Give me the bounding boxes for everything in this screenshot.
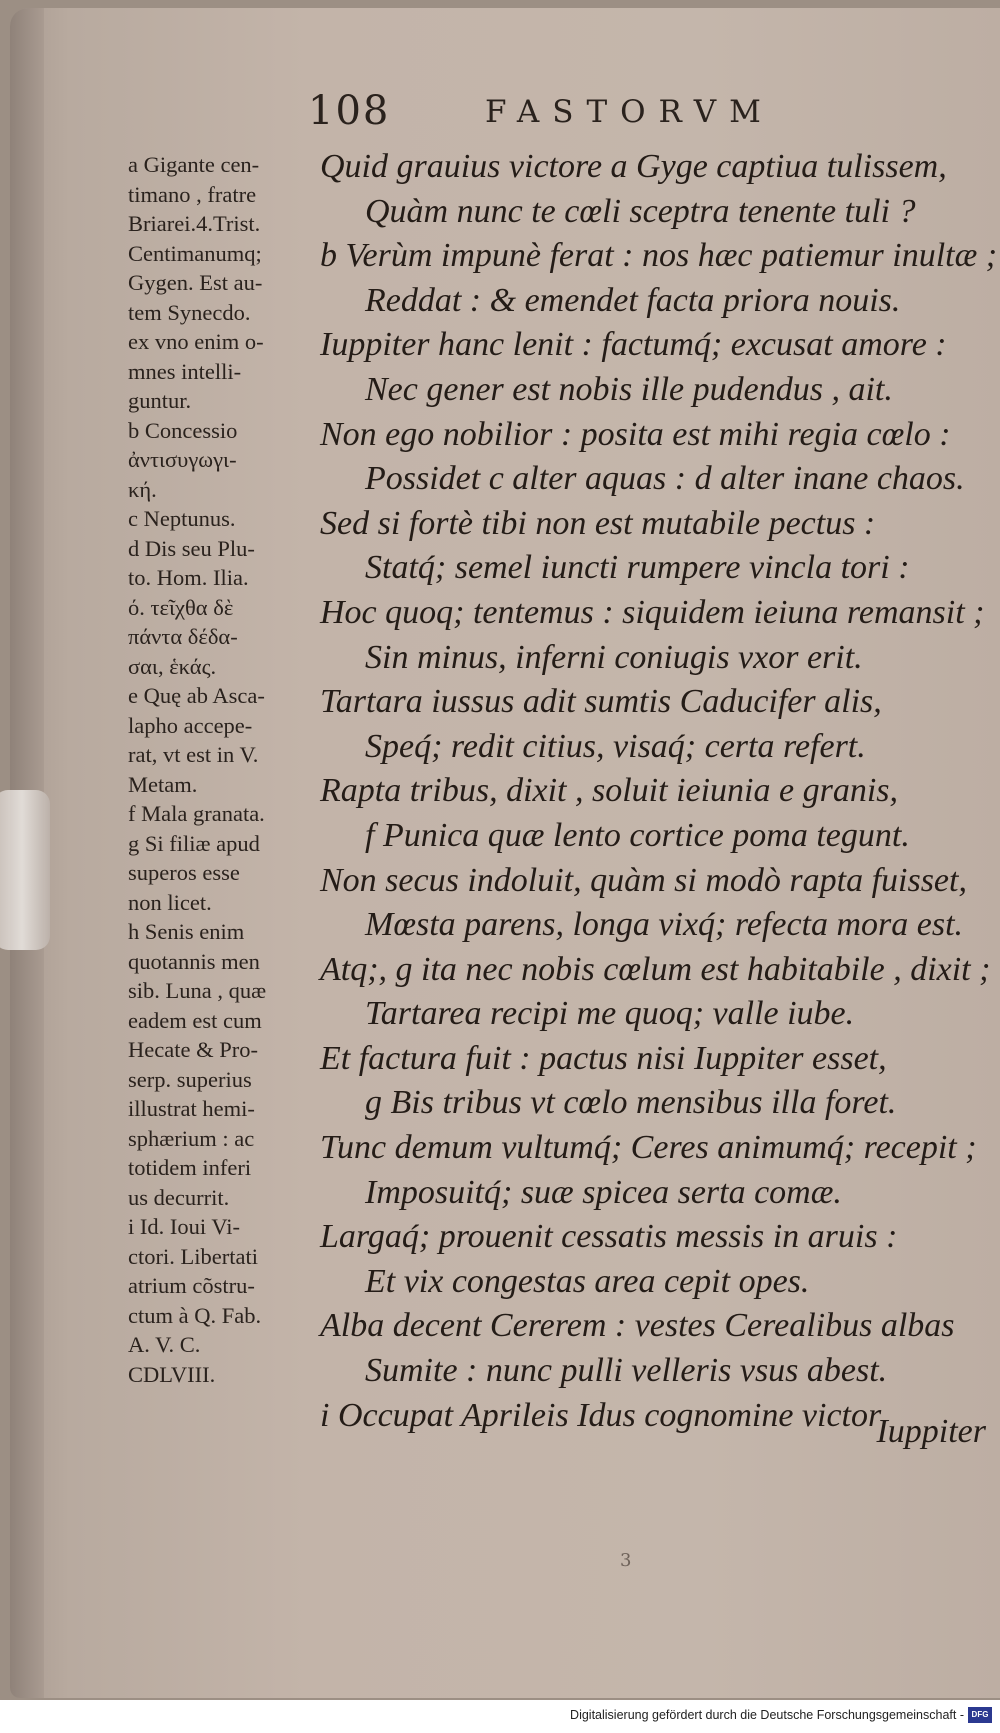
verse-line: Non secus indoluit, quàm si modò rapta fuisset, xyxy=(320,861,967,899)
marginal-note-line: timano , fratre xyxy=(128,181,257,207)
marginal-note-line: sib. Luna , quæ xyxy=(128,978,267,1003)
marginal-note-line: g Si filiæ apud xyxy=(128,830,260,856)
verse-line: Alba decent Cererem : vestes Cerealibus albas xyxy=(320,1307,955,1345)
page-clip xyxy=(0,790,50,950)
catchword: Iuppiter xyxy=(876,1413,986,1450)
verse-line: Nec gener est nobis ille pudendus , ait. xyxy=(365,370,893,408)
marginal-note-line: Gygen. Est au- xyxy=(128,270,263,295)
marginal-note-line: Briarei.4.Trist. xyxy=(128,211,261,236)
marginal-note-line: us decurrit. xyxy=(128,1184,230,1210)
marginal-note-line: sphærium : ac xyxy=(128,1125,255,1151)
marginal-note-line: eadem est cum xyxy=(128,1007,262,1033)
verse-line: Tartara iussus adit sumtis Caducifer alis, xyxy=(320,683,882,721)
verse-line: Sed si fortè tibi non est mutabile pectus : xyxy=(320,504,876,542)
marginal-note-line: ό. τεῖχθα δὲ xyxy=(128,594,234,620)
marginal-notes xyxy=(128,150,320,1389)
marginal-note-line: b Concessio xyxy=(128,417,238,443)
marginal-note-line: f Mala granata. xyxy=(128,801,265,826)
verse-line: Rapta tribus, dixit , soluit ieiunia e granis, xyxy=(320,772,898,810)
marginal-note-line: rat, vt est in V. xyxy=(128,742,259,767)
verse-line: Tartarea recipi me quoq; valle iube. xyxy=(365,995,855,1033)
digitization-footer xyxy=(0,1700,1000,1733)
marginal-note-line: h Senis enim xyxy=(128,919,245,944)
marginal-note-line: ex vno enim o- xyxy=(128,329,264,354)
verse-line: f Punica quæ lento cortice poma tegunt. xyxy=(365,816,910,854)
verse-line: Et factura fuit : pactus nisi Iuppiter esset, xyxy=(320,1039,887,1077)
verse-line: Sin minus, inferni coniugis vxor erit. xyxy=(365,638,863,676)
verse-line: Non ego nobilior : posita est mihi regia cœlo : xyxy=(320,415,951,453)
marginal-note-line: illustrat hemi- xyxy=(128,1096,255,1121)
marginal-note-line: i Id. Ioui Vi- xyxy=(128,1214,240,1239)
verse-line: Quid grauius victore a Gyge captiua tulissem, xyxy=(320,148,947,185)
verse-text xyxy=(320,145,998,1438)
verse-line: Hoc quoq; tentemus : siquidem ieiuna remansit ; xyxy=(320,593,985,631)
verse-line: Tunc demum vultumq́; Ceres animumq́; recepit ; xyxy=(320,1129,977,1167)
verse-line: b Verùm impunè ferat : nos hæc patiemur inultæ ; xyxy=(320,237,998,275)
running-title: FASTORVM xyxy=(485,94,774,130)
marginal-note-line: superos esse xyxy=(128,860,240,885)
verse-line: Et vix congestas area cepit opes. xyxy=(365,1262,810,1300)
marginal-note-line: guntur. xyxy=(128,388,192,413)
running-head xyxy=(0,88,1000,132)
marginal-note-line: lapho accepe- xyxy=(128,712,253,738)
marginal-note-line: c Neptunus. xyxy=(128,506,236,531)
marginal-note-line: A. V. C. xyxy=(128,1332,201,1357)
verse-line: Statq́; semel iuncti rumpere vincla tori : xyxy=(365,549,910,587)
marginal-note-line: e Quę ab Asca- xyxy=(128,683,265,708)
verse-line: Largaq́; prouenit cessatis messis in aruis : xyxy=(320,1218,898,1256)
marginal-note-line: Hecate & Pro- xyxy=(128,1037,258,1062)
marginal-note-line: non licet. xyxy=(128,889,212,915)
verse-line: Mœsta parens, longa vixq́; refecta mora est. xyxy=(365,906,964,944)
marginal-note-line: quotannis men xyxy=(128,948,260,974)
funding-credit: Digitalisierung gefördert durch die Deutsche Forschungsgemeinschaft - xyxy=(570,1708,964,1722)
marginal-note-line: Metam. xyxy=(128,771,198,797)
verse-line: Atq;, g ita nec nobis cœlum est habitabile , dixit ; xyxy=(320,950,991,988)
marginal-note-line: σαι, ἑκάς. xyxy=(128,653,217,679)
marginal-note-line: serp. superius xyxy=(128,1066,252,1092)
marginal-note-line: a Gigante cen- xyxy=(128,152,260,177)
marginal-note-line: πάντα δέδα- xyxy=(128,624,238,649)
marginal-note-line: tem Synecdo. xyxy=(128,299,251,325)
verse-line: Possidet c alter aquas : d alter inane chaos. xyxy=(365,460,965,498)
marginal-note-line: atrium cõstru- xyxy=(128,1273,255,1298)
marginal-note-line: to. Hom. Ilia. xyxy=(128,565,249,590)
marginal-note-line: mnes intelli- xyxy=(128,358,242,384)
verse-line: Imposuitq́; suæ spicea serta comæ. xyxy=(365,1173,842,1211)
verse-line: g Bis tribus vt cœlo mensibus illa foret. xyxy=(365,1084,897,1122)
marginal-note-line: ἀντισυγωγι- xyxy=(128,447,237,472)
marginal-note-line: Centimanumq; xyxy=(128,240,262,266)
verse-line: Speq́; redit citius, visaq́; certa refert. xyxy=(365,727,866,765)
marginal-note-line: totidem inferi xyxy=(128,1155,252,1180)
verse-line: Sumite : nunc pulli velleris vsus abest. xyxy=(365,1352,888,1390)
marginal-note-line: ctori. Libertati xyxy=(128,1243,258,1269)
verse-line: i Occupat Aprileis Idus cognomine victor xyxy=(320,1396,882,1434)
verse-line: Iuppiter hanc lenit : factumq́; excusat amore : xyxy=(320,326,947,364)
verse-line: Quàm nunc te cœli sceptra tenente tuli ? xyxy=(365,192,916,230)
verse-line: Reddat : & emendet facta priora nouis. xyxy=(365,281,901,319)
signature-mark: 3 xyxy=(620,1550,632,1571)
dfg-logo-icon: DFG xyxy=(968,1707,992,1723)
marginal-note-line: κή. xyxy=(128,476,157,502)
marginal-note-line: CDLVIII. xyxy=(128,1361,216,1387)
marginal-note-line: d Dis seu Plu- xyxy=(128,535,255,561)
page-number: 108 xyxy=(308,88,391,134)
marginal-note-line: ctum à Q. Fab. xyxy=(128,1302,262,1328)
